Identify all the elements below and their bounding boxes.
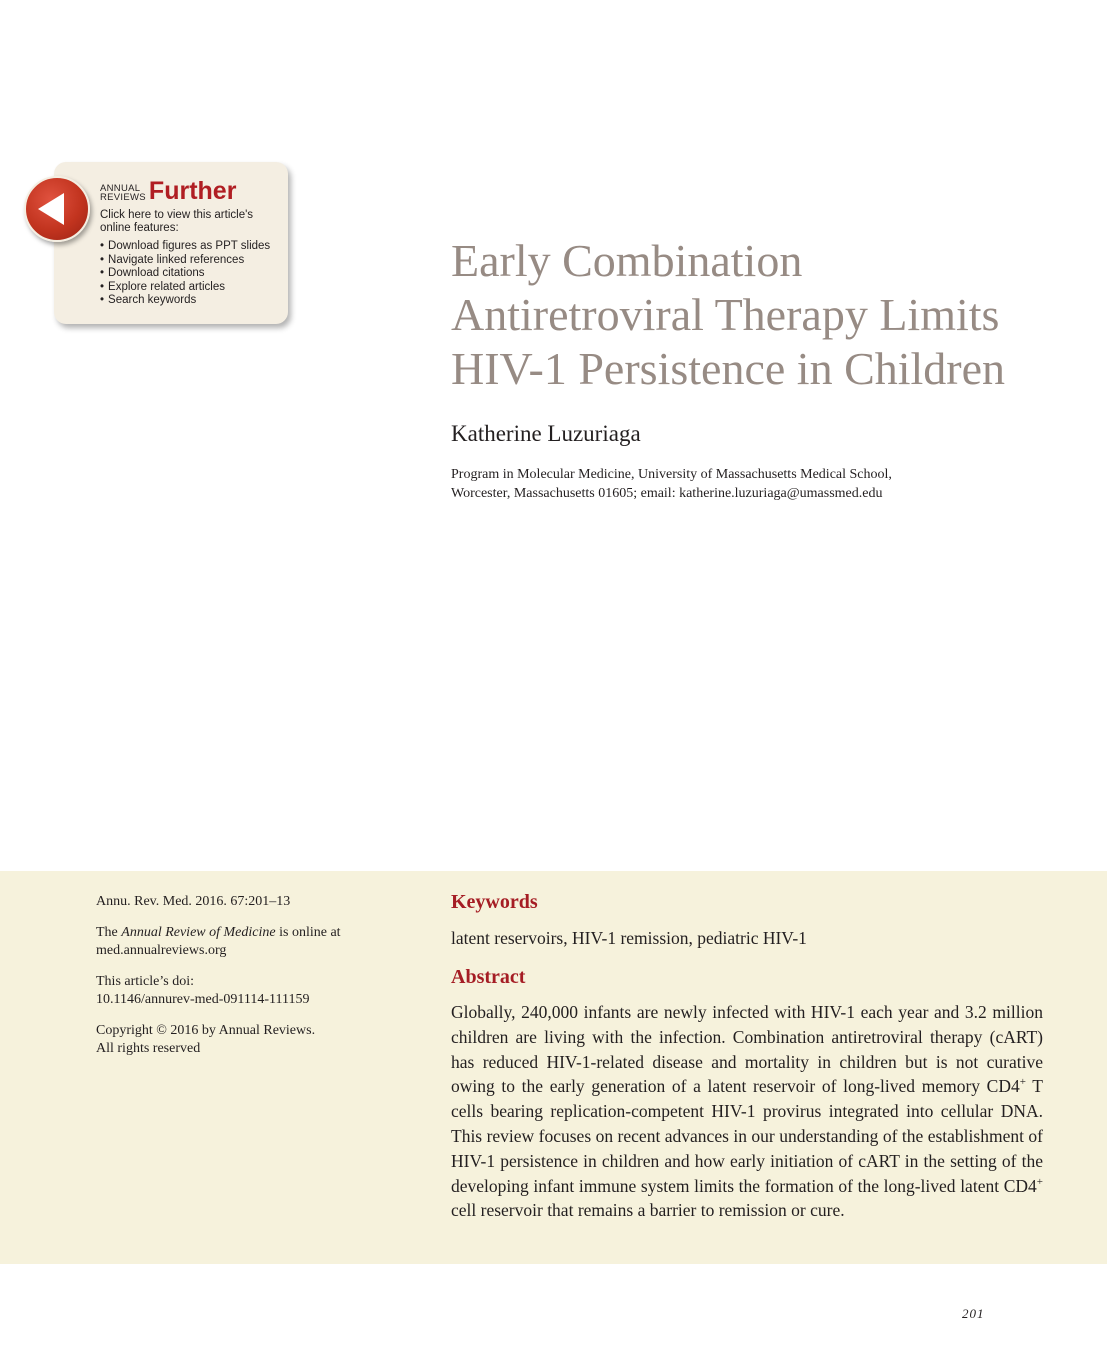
doi-link[interactable]: 10.1146/annurev-med-091114-111159 [96,992,310,1007]
author-affiliation: Program in Molecular Medicine, University of Massachusetts Medical School, Worcester, Massachusetts 01605; email: katherine.luzuriaga@umassmed.edu [451,467,892,501]
back-arrow-icon [26,178,88,240]
further-word: Further [148,177,237,205]
feature-item[interactable]: • Explore related articles [100,281,270,295]
online-note: The Annual Review of Medicine is online at med.annualreviews.org [96,924,341,958]
article-meta [96,893,396,1071]
feature-item[interactable]: • Navigate linked references [100,254,270,268]
further-panel[interactable] [54,162,288,324]
doi-note: This article’s doi: 10.1146/annurev-med-091114-111159 [96,973,310,1007]
keywords-text: latent reservoirs, HIV-1 remission, pediatric HIV-1 [451,928,807,948]
further-feature-list [100,240,270,308]
abstract-heading: Abstract [451,966,526,988]
annual-reviews-mark: ANNUAL REVIEWS [100,183,146,203]
journal-url[interactable]: med.annualreviews.org [96,943,227,958]
feature-item[interactable]: • Download citations [100,267,270,281]
copyright-note: Copyright © 2016 by Annual Reviews. All rights reserved [96,1022,316,1056]
citation: Annu. Rev. Med. 2016. 67:201–13 [96,894,291,909]
keywords-heading: Keywords [451,891,538,913]
abstract-text: Globally, 240,000 infants are newly infected with HIV-1 each year and 3.2 million children are living with the infection. Combination antiretroviral therapy (cART) has reduced HIV-1-related disease and mortality in children but is not curative owing to the early generation of a latent reservoir of long-lived memory CD4+ T cells bearing replication-competent HIV-1 provirus integrated into cellular DNA. This review focuses on recent advances in our understanding of the establishment of HIV-1 persistence in children and how early initiation of cART in the setting of the developing infant immune system limits the formation of the long-lived latent CD4+ cell reservoir that remains a barrier to remission or cure. [451,1002,1043,1221]
article-title: Early Combination Antiretroviral Therapy Limits HIV-1 Persistence in Children [451,235,1006,394]
further-button[interactable] [24,176,90,242]
further-click-text: Click here to view this article's online features: [100,209,254,234]
author-name: Katherine Luzuriaga [451,421,641,446]
page-number: 201 [962,1306,985,1321]
feature-item[interactable]: • Search keywords [100,294,270,308]
click-here-link[interactable]: Click here [100,209,152,221]
feature-item[interactable]: • Download figures as PPT slides [100,240,270,254]
further-header [100,177,237,205]
